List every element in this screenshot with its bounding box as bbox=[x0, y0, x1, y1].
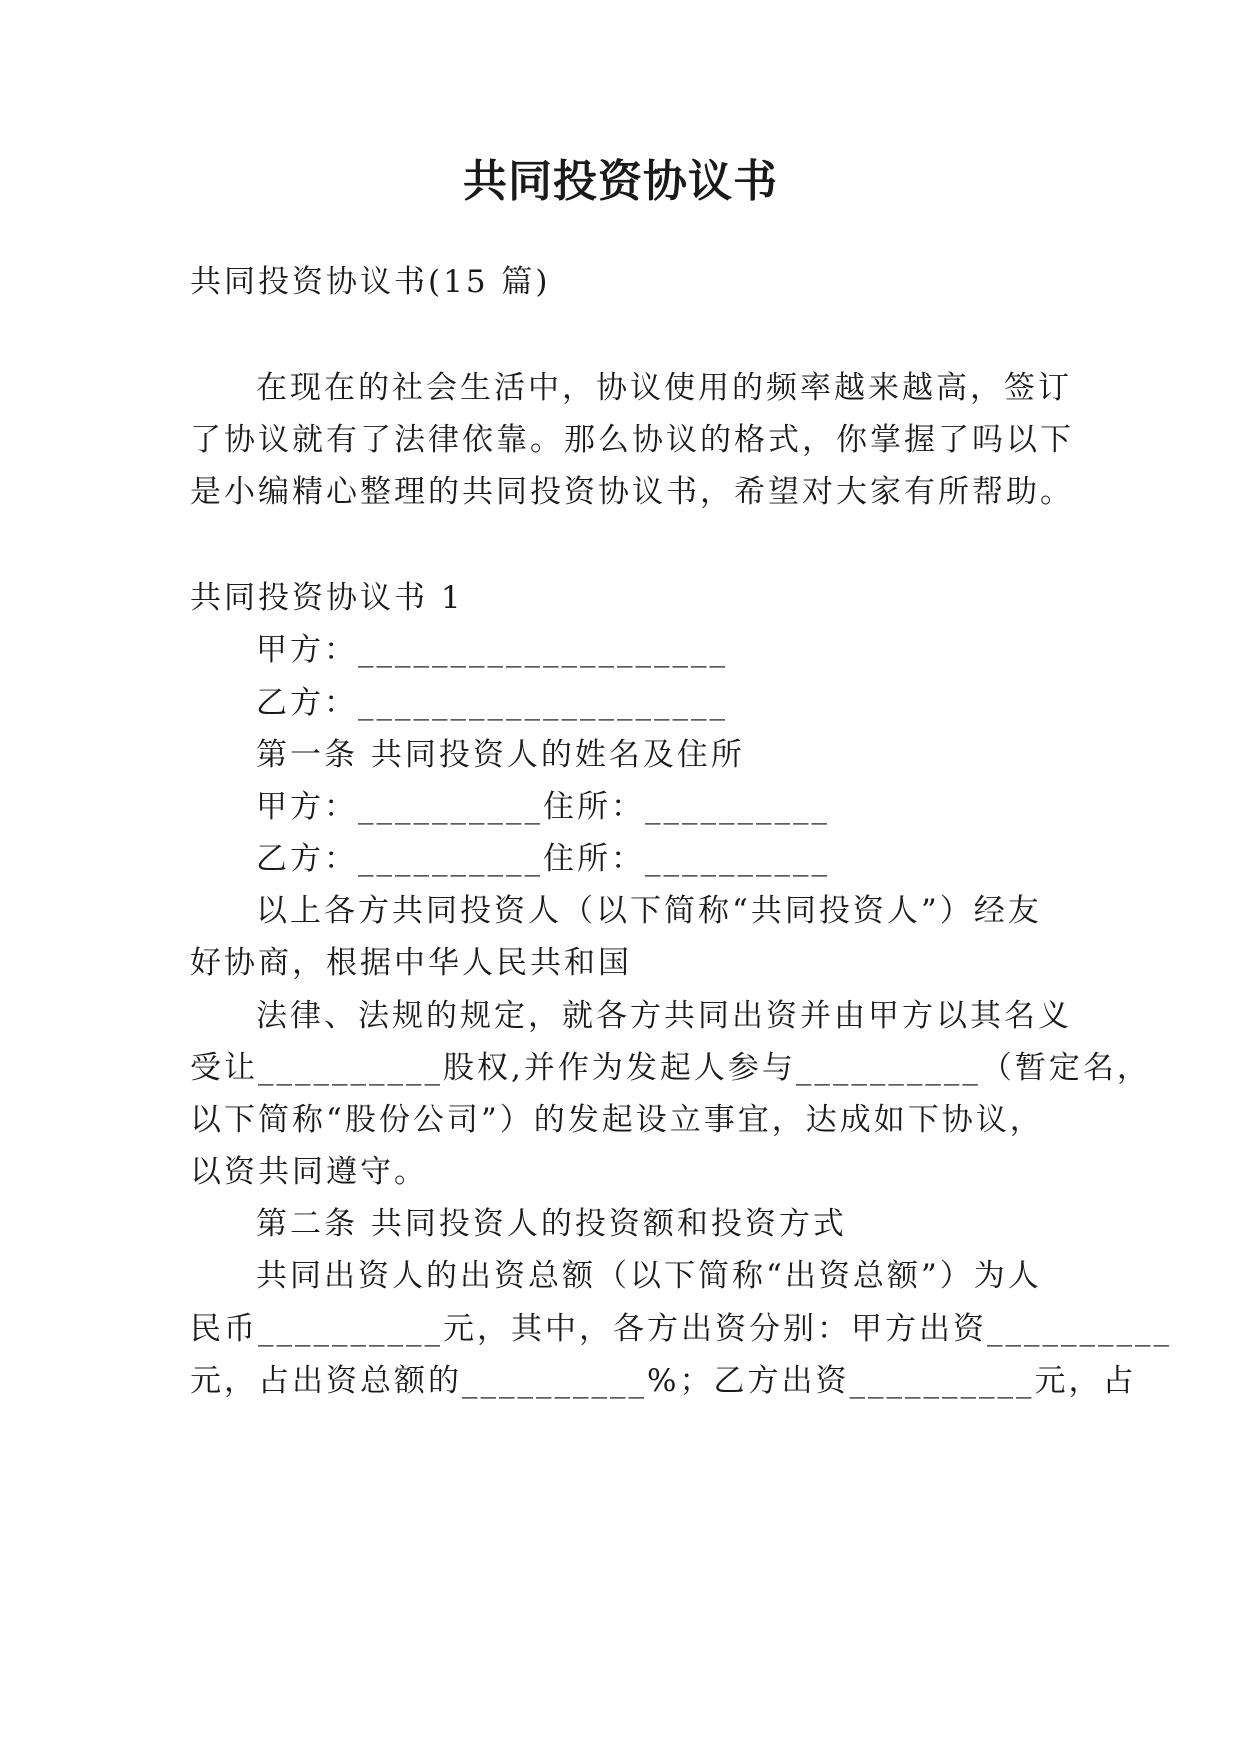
intro-line: 是小编精心整理的共同投资协议书，希望对大家有所帮助。 bbox=[190, 474, 1074, 510]
paragraph-line: 以资共同遵守。 bbox=[190, 1154, 428, 1190]
article-1-heading: 第一条 共同投资人的姓名及住所 bbox=[256, 737, 745, 773]
paragraph-line: 以上各方共同投资人（以下简称“共同投资人”）经友 bbox=[256, 893, 1042, 929]
paragraph-line: 民币__________元，其中，各方出资分别：甲方出资__________ bbox=[190, 1311, 1172, 1347]
document-title: 共同投资协议书 bbox=[463, 156, 778, 207]
paragraph-line: 受让__________股权,并作为发起人参与__________（暂定名， bbox=[190, 1050, 1151, 1086]
party-b-field: 乙方：____________________ bbox=[256, 685, 728, 721]
intro-line: 了协议就有了法律依靠。那么协议的格式，你掌握了吗以下 bbox=[190, 422, 1074, 458]
party-a-address-field: 甲方：__________住所：__________ bbox=[256, 789, 830, 825]
document-subtitle: 共同投资协议书(15 篇) bbox=[190, 264, 551, 300]
paragraph-line: 元，占出资总额的__________%；乙方出资__________元，占 bbox=[190, 1363, 1137, 1399]
article-2-heading: 第二条 共同投资人的投资额和投资方式 bbox=[256, 1206, 847, 1242]
paragraph-line: 法律、法规的规定，就各方共同出资并由甲方以其名义 bbox=[256, 998, 1072, 1034]
paragraph-line: 以下简称“股份公司”）的发起设立事宜，达成如下协议， bbox=[190, 1102, 1044, 1138]
party-a-field: 甲方：____________________ bbox=[256, 632, 728, 668]
intro-line: 在现在的社会生活中，协议使用的频率越来越高，签订 bbox=[256, 370, 1072, 406]
party-b-address-field: 乙方：__________住所：__________ bbox=[256, 841, 830, 877]
paragraph-line: 共同出资人的出资总额（以下简称“出资总额”）为人 bbox=[256, 1258, 1042, 1294]
paragraph-line: 好协商，根据中华人民共和国 bbox=[190, 945, 632, 981]
section-heading: 共同投资协议书 1 bbox=[190, 580, 464, 616]
